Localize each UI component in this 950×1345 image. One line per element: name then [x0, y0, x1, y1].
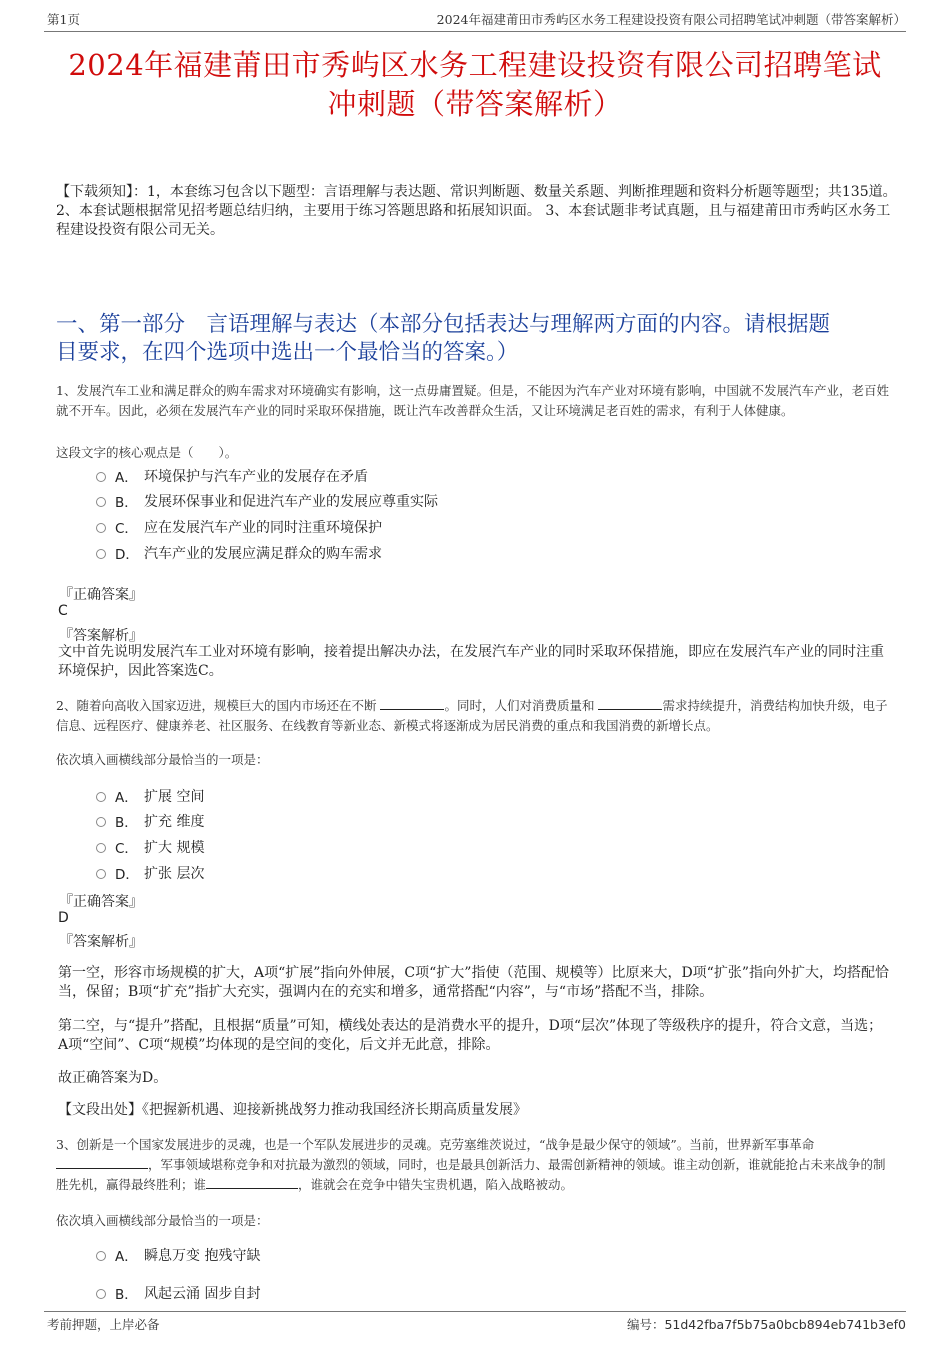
footer-code-value: 51d42fba7f5b75a0bcb894eb741b3ef0 — [664, 1317, 906, 1332]
footer-code — [627, 1315, 906, 1333]
fill-blank — [206, 1176, 298, 1189]
q3-stem: 3、创新是一个国家发展进步的灵魂，也是一个军队发展进步的灵魂。克劳塞维茨说过，“战争是最少保守的领域”。当前，世界新军事革命，军事领域堪称竞争和对抗最为激烈的领域，同时，也是最具创新活力、最需创新精神的领域。谁主动创新，谁就能抢占未来战争的制胜先机，赢得最终胜利；谁 ，谁就会在竞争中错失宝贵机遇，陷入战略被动。 — [56, 1137, 886, 1192]
q2-source: 【文段出处】《把握新机遇、迎接新挑战努力推动我国经济长期高质量发展》 — [58, 1102, 527, 1118]
title-line-1: 2024年福建莆田市秀屿区水务工程建设投资有限公司招聘笔试 — [68, 48, 882, 82]
section-heading-line-1: 一、第一部分 言语理解与表达（本部分包括表达与理解两方面的内容。请根据题 — [56, 312, 831, 337]
footer-code-label: 编号： — [626, 1317, 665, 1332]
q2-analysis-2: 第二空，与“提升”搭配，且根据“质量”可知，横线处表达的是消费水平的提升，D项“层次”体现了等级秩序的提升，符合文意，当选；A项“空间”、C项“规模”均体现的是空间的变化，后文并无此意，排除。 — [58, 1018, 883, 1053]
fill-blank — [598, 697, 662, 710]
download-notice: 【下载须知】：1，本套练习包含以下题型：言语理解与表达题、常识判断题、数量关系题、判断推理题和资料分析题等题型；共135道。 2、本套试题根据常见招考题总结归纳，主要用于练习答题思路和拓展知识面。 3、本套试题非考试真题，且与福建莆田市秀屿区水务工程建设投资有限公司无关。 — [56, 184, 897, 238]
q1-prompt: 这段文字的核心观点是（ ）。 — [56, 445, 238, 460]
section-heading-line-2: 目要求，在四个选项中选出一个最恰当的答案。） — [56, 340, 519, 365]
page-number: 第1页 — [47, 12, 80, 27]
q2-analysis-1: 第一空，形容市场规模的扩大，A项“扩展”指向外伸展，C项“扩大”指使（范围、规模等）比原来大，D项“扩张”指向外扩大，均搭配恰当，保留；B项“扩充”指扩大充实，强调内在的充实和增多，通常搭配“内容”，与“市场”搭配不当，排除。 — [58, 965, 889, 1000]
radio-icon[interactable] — [96, 1251, 106, 1261]
header-doc-title: 2024年福建莆田市秀屿区水务工程建设投资有限公司招聘笔试冲刺题（带答案解析） — [436, 12, 906, 27]
footer-slogan: 考前押题，上岸必备 — [47, 1317, 160, 1332]
radio-icon[interactable] — [96, 472, 106, 482]
q3-prompt: 依次填入画横线部分最恰当的一项是： — [56, 1213, 269, 1228]
radio-icon[interactable] — [96, 1289, 106, 1299]
q2-stem: 2、随着向高收入国家迈进，规模巨大的国内市场还在不断 。同时，人们对消费质量和 需求持续提升，消费结构加快升级，电子信息、远程医疗、健康养老、社区服务、在线教育等新业态、新模式将逐渐成为居民消费的重点和我国消费的新增长点。 — [56, 698, 888, 733]
fill-blank — [380, 697, 444, 710]
title-line-2: 冲刺题（带答案解析） — [327, 87, 623, 121]
q2-answer-label: 『正确答案』 — [59, 894, 143, 910]
q1-analysis: 文中首先说明发展汽车工业对环境有影响，接着提出解决办法，在发展汽车产业的同时采取环保措施，即应在发展汽车产业的同时注重环境保护，因此答案选C。 — [58, 644, 884, 679]
radio-icon[interactable] — [96, 843, 106, 853]
radio-icon[interactable] — [96, 817, 106, 827]
radio-icon[interactable] — [96, 792, 106, 802]
q2-conclusion: 故正确答案为D。 — [58, 1070, 168, 1086]
radio-icon[interactable] — [96, 497, 106, 507]
q1-answer-label: 『正确答案』 — [59, 587, 143, 603]
radio-icon[interactable] — [96, 869, 106, 879]
q2-analysis-label: 『答案解析』 — [59, 934, 143, 950]
q1-stem: 1、发展汽车工业和满足群众的购车需求对环境确实有影响，这一点毋庸置疑。但是，不能因为汽车产业对环境有影响，中国就不发展汽车产业，老百姓就不开车。因此，必须在发展汽车产业的同时采取环保措施，既让汽车改善群众生活，又让环境满足老百姓的需求，有利于人体健康。 — [56, 383, 889, 418]
fill-blank — [56, 1156, 148, 1169]
q2-prompt: 依次填入画横线部分最恰当的一项是： — [56, 752, 269, 767]
footer-divider — [44, 1311, 906, 1312]
q1-answer: C — [58, 603, 68, 619]
header-divider — [44, 31, 906, 32]
radio-icon[interactable] — [96, 523, 106, 533]
q2-answer: D — [58, 910, 69, 926]
radio-icon[interactable] — [96, 549, 106, 559]
section-heading — [56, 311, 898, 367]
document-title — [50, 46, 900, 124]
q1-analysis-label: 『答案解析』 — [59, 628, 143, 644]
page-header — [0, 0, 950, 34]
